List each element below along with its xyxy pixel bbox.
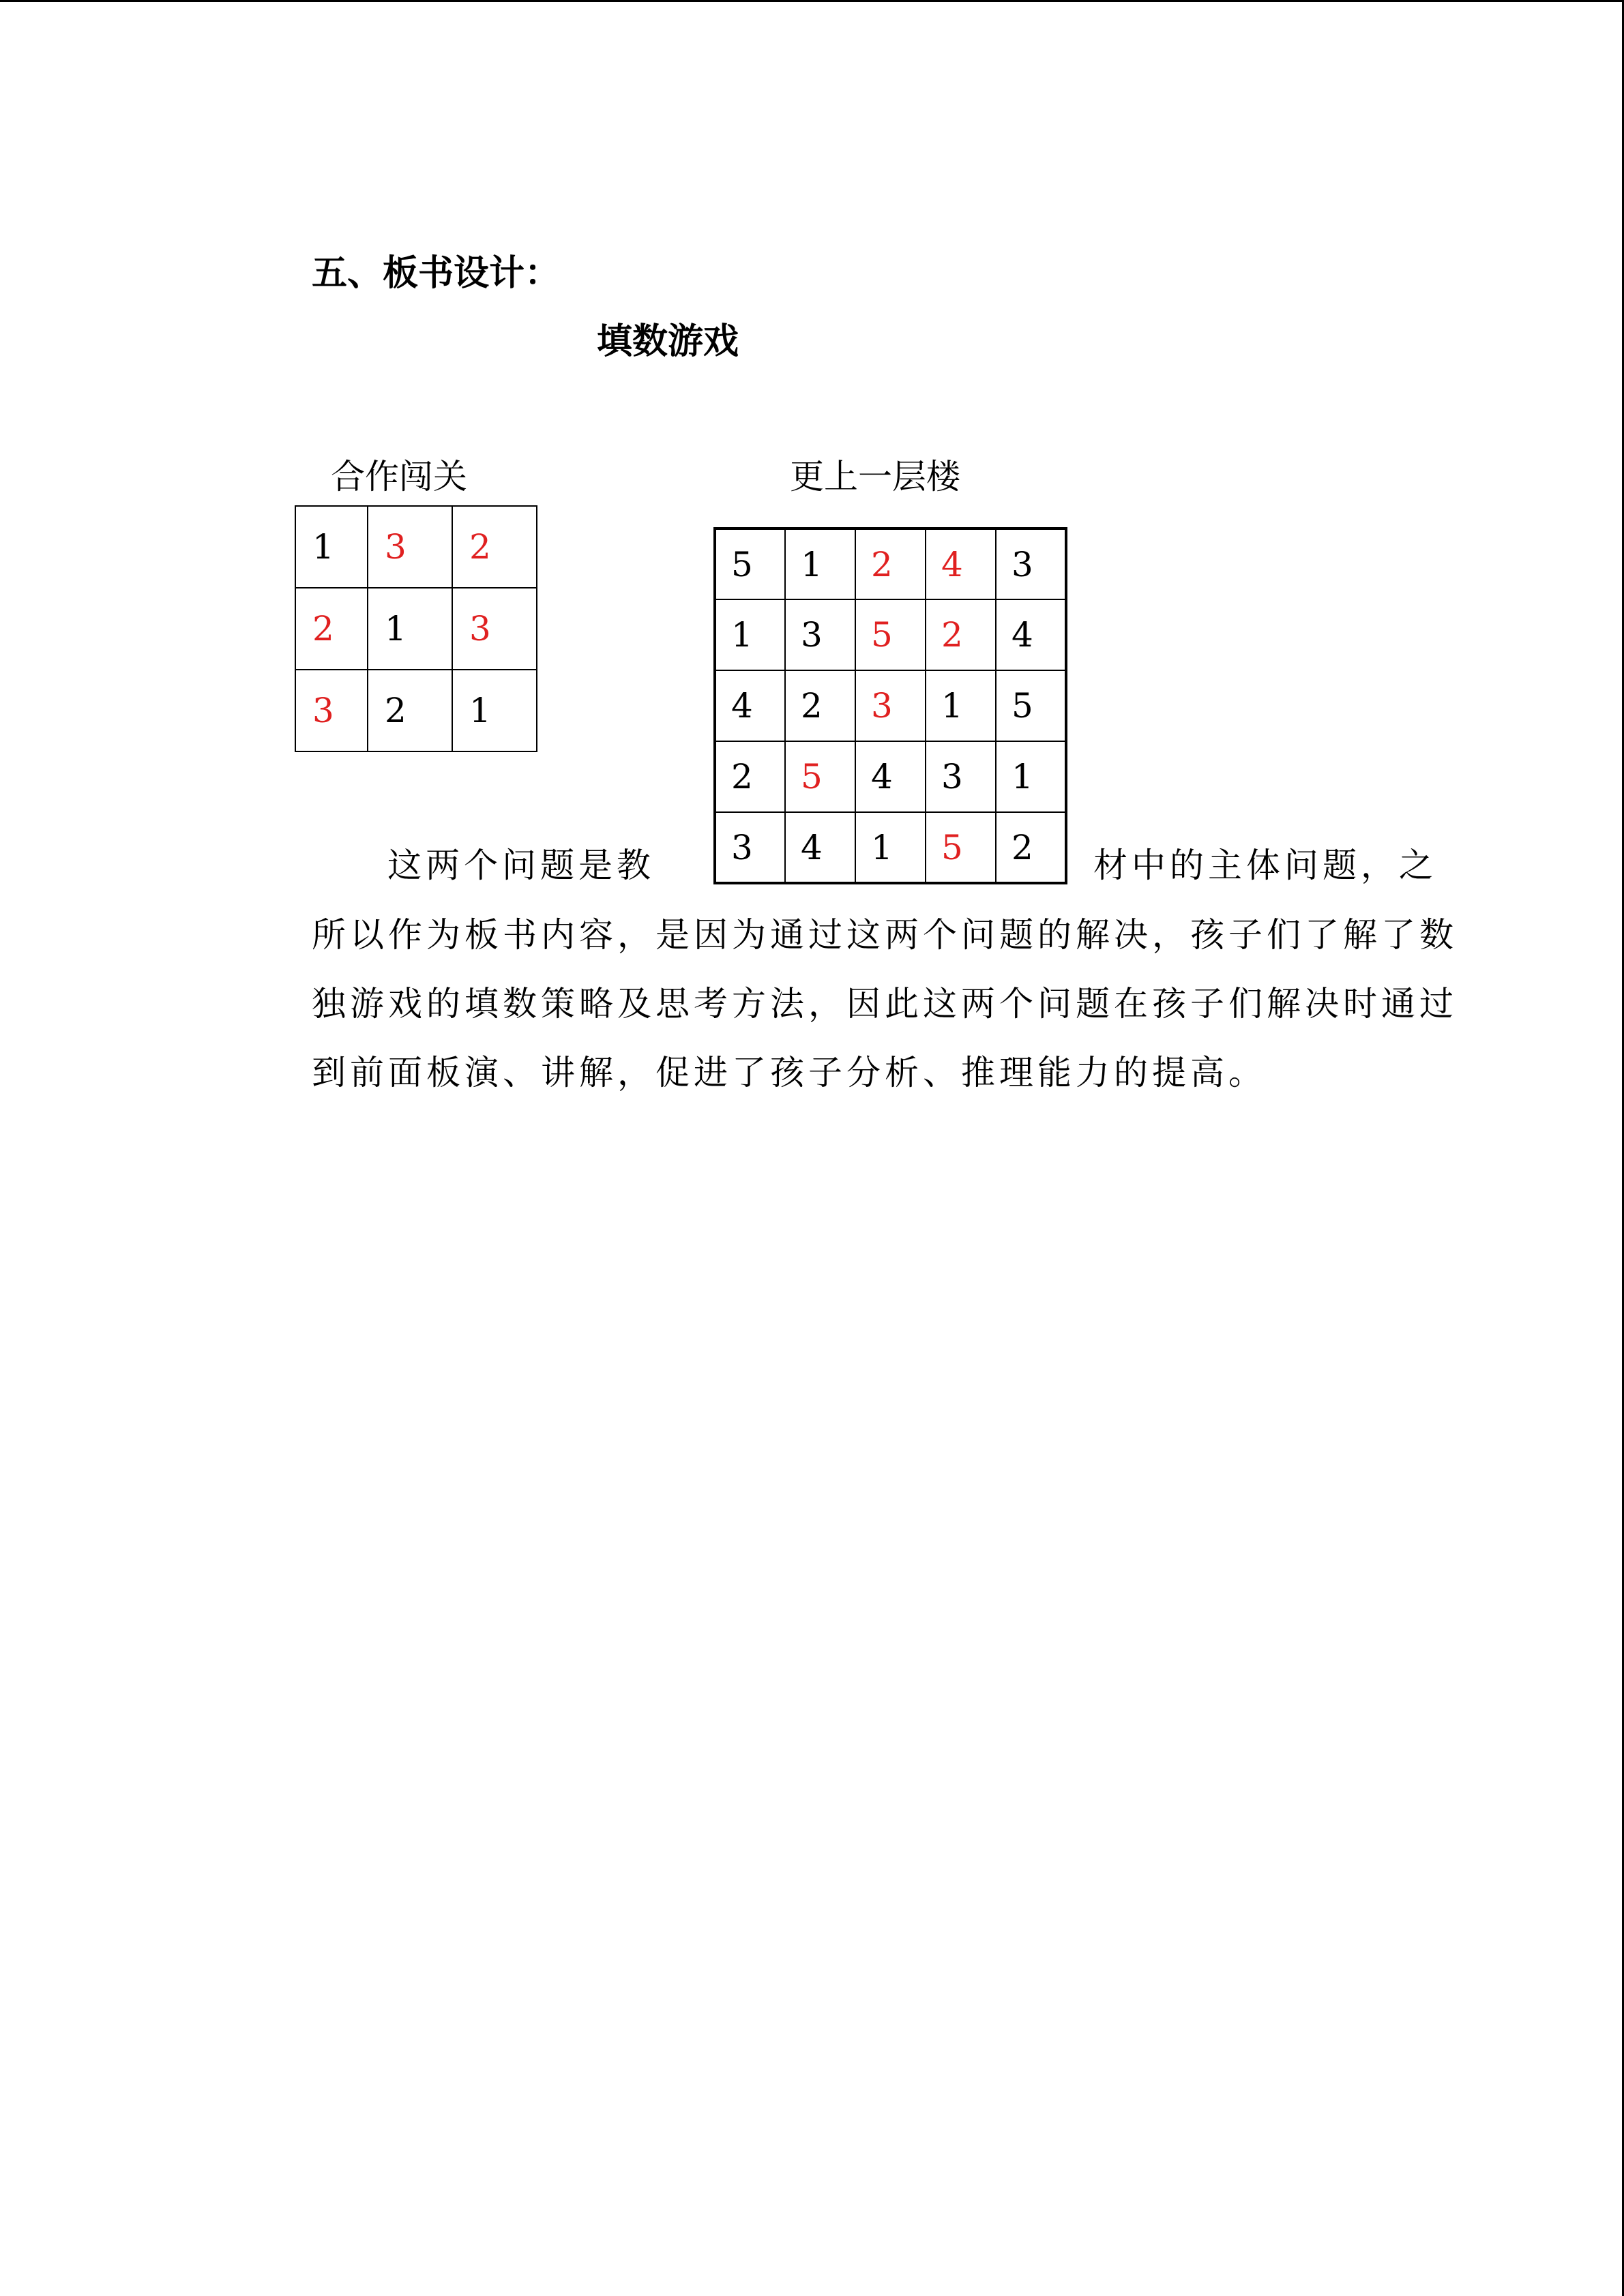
large-puzzle-body: [715, 528, 1066, 883]
cell-number: 4: [731, 686, 753, 726]
grid-cell: [785, 741, 855, 812]
grid-row: [715, 599, 1066, 670]
grid-cell: [295, 670, 368, 751]
cell-number: 5: [941, 827, 963, 867]
grid-cell: [926, 670, 996, 741]
cell-number: 4: [941, 544, 963, 584]
large-puzzle-grid: [713, 527, 1067, 884]
small-puzzle-caption: 合作闯关: [331, 457, 467, 496]
grid-cell: [715, 670, 785, 741]
grid-cell: [368, 506, 452, 588]
grid-cell: [926, 741, 996, 812]
paragraph-line-2: 所以作为板书内容，是因为通过这两个问题的解决，孩子们了解了数: [312, 915, 1458, 955]
cell-number: 2: [871, 544, 893, 584]
grid-row: [715, 528, 1066, 599]
large-puzzle-caption: 更上一层楼: [790, 457, 960, 496]
cell-number: 3: [312, 691, 334, 730]
cell-number: 3: [801, 615, 823, 655]
cell-number: 2: [312, 609, 334, 648]
grid-cell: [785, 528, 855, 599]
cell-number: 4: [801, 827, 823, 867]
cell-number: 2: [731, 757, 753, 796]
grid-row: [715, 812, 1066, 883]
small-puzzle-body: [295, 506, 537, 751]
cell-number: 2: [1012, 827, 1033, 867]
paragraph-line-3: 独游戏的填数策略及思考方法，因此这两个问题在孩子们解决时通过: [312, 984, 1458, 1024]
grid-cell: [368, 588, 452, 670]
grid-row: [295, 506, 537, 588]
cell-number: 5: [801, 757, 823, 796]
grid-cell: [715, 741, 785, 812]
cell-number: 3: [1012, 544, 1033, 584]
board-title: 填数游戏: [597, 321, 739, 362]
cell-number: 2: [469, 527, 491, 567]
cell-number: 1: [731, 615, 753, 655]
cell-number: 4: [1012, 615, 1033, 655]
small-puzzle-grid: [295, 505, 537, 752]
section-heading: 五、板书设计：: [312, 253, 561, 294]
grid-cell: [926, 599, 996, 670]
grid-cell: [996, 599, 1066, 670]
cell-number: 3: [469, 609, 491, 648]
cell-number: 3: [941, 757, 963, 796]
grid-cell: [368, 670, 452, 751]
cell-number: 3: [385, 527, 407, 567]
cell-number: 1: [1012, 757, 1033, 796]
cell-number: 4: [871, 757, 893, 796]
grid-row: [715, 670, 1066, 741]
grid-cell: [295, 588, 368, 670]
paragraph-line-1-end: 材中的主体问题，之: [1093, 846, 1437, 885]
grid-cell: [855, 670, 926, 741]
grid-row: [715, 741, 1066, 812]
page-border-top: [0, 0, 1624, 2]
grid-cell: [452, 588, 537, 670]
grid-cell: [996, 670, 1066, 741]
cell-number: 1: [941, 686, 963, 726]
grid-cell: [926, 528, 996, 599]
grid-cell: [926, 812, 996, 883]
grid-cell: [855, 599, 926, 670]
cell-number: 5: [871, 615, 893, 655]
grid-cell: [996, 741, 1066, 812]
paragraph-line-4: 到前面板演、讲解，促进了孩子分析、推理能力的提高。: [312, 1053, 1267, 1092]
cell-number: 5: [731, 544, 753, 584]
grid-cell: [715, 599, 785, 670]
grid-cell: [855, 812, 926, 883]
cell-number: 1: [469, 691, 491, 730]
cell-number: 2: [941, 615, 963, 655]
grid-cell: [295, 506, 368, 588]
cell-number: 5: [1012, 686, 1033, 726]
cell-number: 1: [385, 609, 407, 648]
cell-number: 1: [312, 527, 334, 567]
cell-number: 1: [801, 544, 823, 584]
cell-number: 1: [871, 827, 893, 867]
grid-cell: [996, 528, 1066, 599]
grid-cell: [785, 812, 855, 883]
grid-cell: [715, 528, 785, 599]
grid-cell: [452, 506, 537, 588]
cell-number: 2: [801, 686, 823, 726]
paragraph-line-1-start: 这两个问题是教: [387, 846, 655, 885]
grid-cell: [785, 670, 855, 741]
grid-cell: [715, 812, 785, 883]
grid-row: [295, 670, 537, 751]
grid-cell: [996, 812, 1066, 883]
cell-number: 3: [871, 686, 893, 726]
grid-cell: [855, 741, 926, 812]
grid-cell: [452, 670, 537, 751]
cell-number: 3: [731, 827, 753, 867]
grid-row: [295, 588, 537, 670]
grid-cell: [785, 599, 855, 670]
cell-number: 2: [385, 691, 407, 730]
grid-cell: [855, 528, 926, 599]
